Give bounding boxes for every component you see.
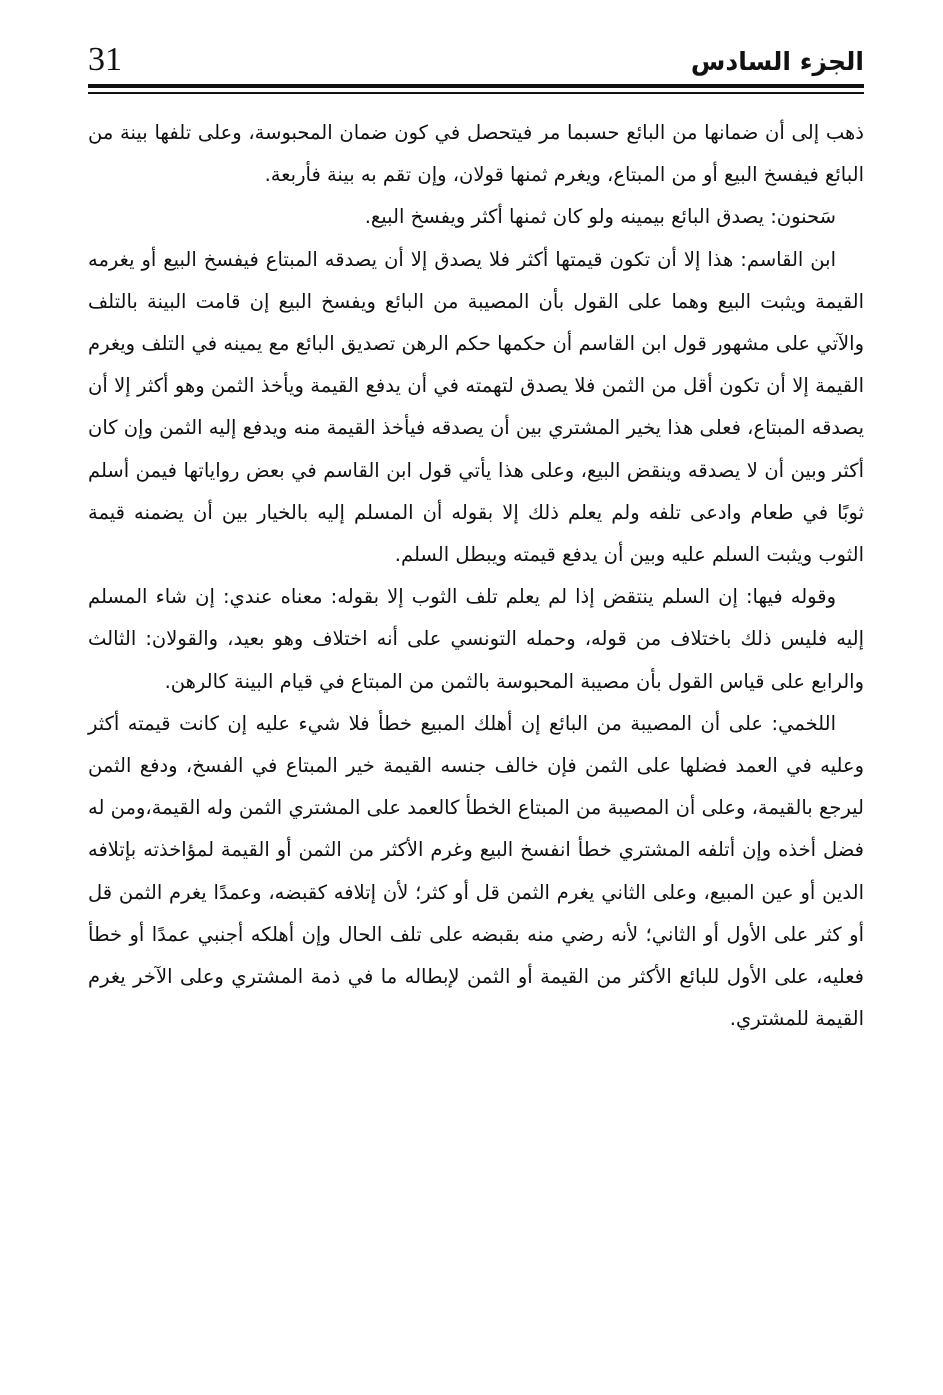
header-rule-thick: [88, 84, 864, 88]
paragraph-4: وقوله فيها: إن السلم ينتقض إذا لم يعلم تلف الثوب إلا بقوله: معناه عندي: إن شاء المسلم إليه فليس ذلك باختلاف من قوله، وحمله التونسي على أنه اختلاف وهو بعيد، والقولان: الثالث والرابع على قياس القول بأن مصيبة المحبوسة بالثمن من المبتاع في قيام البينة كالرهن.: [88, 585, 864, 693]
paragraph-3: ابن القاسم: هذا إلا أن تكون قيمتها أكثر فلا يصدق إلا أن يصدقه المبتاع فيفسخ البيع أو يغرمه القيمة ويثبت البيع وهما على القول بأن المصيبة من البائع ويفسخ البيع إن قامت البينة بالتلف والآتي على مشهور قول ابن القاسم أن حكمها حكم الرهن تصديق البائع مع يمينه في التلف ويغرم القيمة إلا أن تكون أقل من الثمن فلا يصدق لتهمته في أن يدفع القيمة ويأخذ الثمن وهو أكثر إلا أن يصدقه المبتاع، فعلى هذا يخير المشتري بين أن يصدقه فيأخذ القيمة منه ويدفع إليه الثمن وإن كان أكثر وبين أن لا يصدقه وينقض البيع، وعلى هذا يأتي قول ابن القاسم في بعض رواياتها فيمن أسلم ثوبًا في طعام وادعى تلفه ولم يعلم ذلك إلا بقوله أن المسلم إليه بالخيار بين أن يضمنه قيمة الثوب ويثبت السلم عليه وبين أن يدفع قيمته ويبطل السلم.: [88, 247, 864, 567]
page-header: [88, 38, 864, 88]
header-rule-thin: [88, 92, 864, 94]
paragraph-1: ذهب إلى أن ضمانها من البائع حسبما مر فيتحصل في كون ضمان المحبوسة، وعلى تلفها بينة من البائع فيفسخ البيع أو من المبتاع، ويغرم ثمنها قولان، وإن تقم به بينة فأربعة.: [88, 121, 864, 187]
running-head-title: الجزء السادس: [690, 47, 864, 76]
paragraph-5: اللخمي: على أن المصيبة من البائع إن أهلك المبيع خطأ فلا شيء عليه إن كانت قيمته أكثر وعليه في العمد فضلها على الثمن فإن خالف جنسه القيمة خير المبتاع في الفسخ، ودفع الثمن ليرجع بالقيمة، وعلى أن المصيبة من المبتاع الخطأ كالعمد على المشتري الثمن وله القيمة،ومن له فضل أخذه وإن أتلفه المشتري خطأ انفسخ البيع وغرم الأكثر من الثمن أو القيمة لمؤاخذته بإتلافه الدين أو عين المبيع، وعلى الثاني يغرم الثمن قل أو كثر؛ لأن إتلافه كقبضه، وعمدًا يغرم الثمن قل أو كثر على الأول أو الثاني؛ لأنه رضي منه بقبضه على تلف الحال وإن أهلكه أجنبي عمدًا أو خطأ فعليه، على الأول للبائع الأكثر من القيمة أو الثمن لإبطاله ما في ذمة المشتري وعلى الآخر يغرم القيمة للمشتري.: [88, 711, 864, 1031]
body-text: [88, 112, 864, 1040]
paragraph-2: سَحنون: يصدق البائع بيمينه ولو كان ثمنها أكثر ويفسخ البيع.: [364, 205, 836, 229]
page-number: 31: [88, 41, 122, 78]
